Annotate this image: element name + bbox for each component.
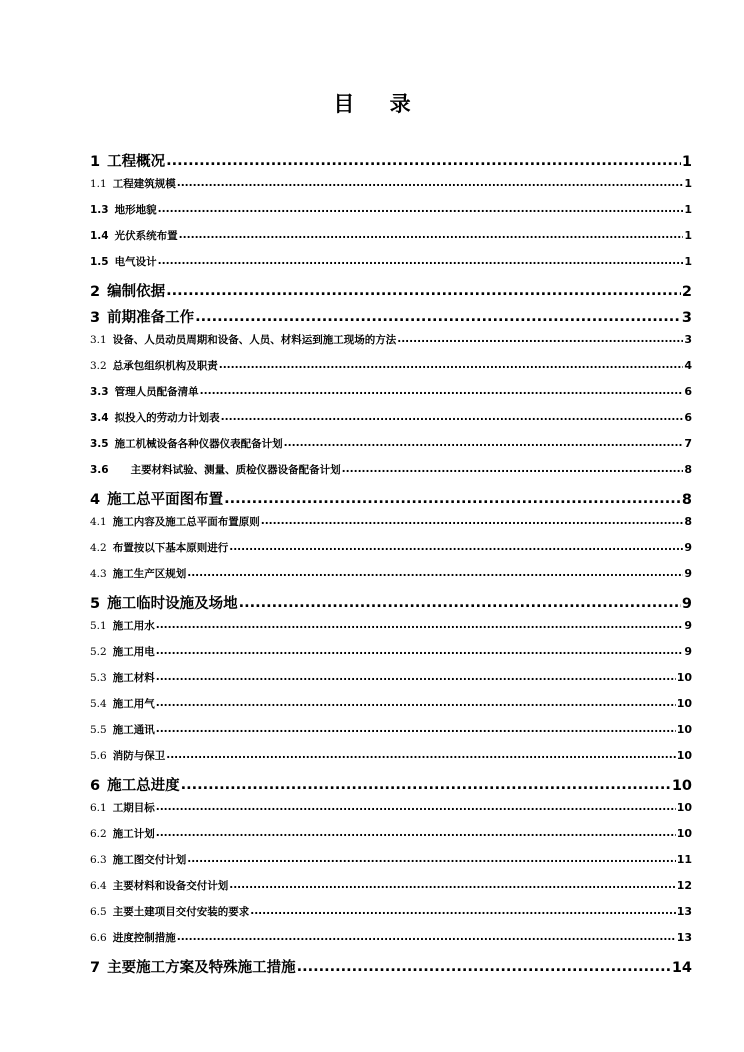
toc-dot-leader [179,229,684,241]
toc-entry-title: 主要施工方案及特殊施工措施 [107,960,296,976]
toc-entry-number: 5 [90,596,101,612]
toc-dot-leader [229,879,675,891]
toc-entry-title: 主要土建项目交付安装的要求 [112,906,250,918]
toc-entry-title: 施工计划 [112,828,155,840]
toc-page-number: 8 [684,515,692,528]
toc-page-number: 1 [681,154,692,170]
toc-page-number: 10 [676,827,692,840]
toc-entry-number: 2 [90,284,101,300]
toc-dot-leader [297,959,671,975]
toc-dot-leader [166,283,681,299]
toc-dot-leader [156,697,676,709]
toc-section-entry[interactable] [90,904,692,930]
toc-entry-title: 前期准备工作 [107,310,195,326]
toc-entry-title: 施工生产区规划 [112,568,187,580]
toc-page-number: 9 [684,567,692,580]
toc-dot-leader [177,177,684,189]
toc-section-entry[interactable] [90,358,692,384]
toc-chapter-entry[interactable] [90,488,692,514]
toc-section-entry[interactable] [90,254,692,280]
toc-page-number: 3 [681,310,692,326]
toc-page-number: 12 [676,879,692,892]
toc-entry-number: 1.4 [90,230,109,242]
toc-entry-number: 3.1 [90,334,107,346]
toc-section-entry[interactable] [90,748,692,774]
toc-dot-leader [156,619,684,631]
toc-entry-title: 工期目标 [112,802,155,814]
toc-page-number: 3 [684,333,692,346]
toc-section-entry[interactable] [90,930,692,956]
toc-entry-number: 1.1 [90,178,107,190]
toc-dot-leader [166,749,675,761]
toc-entry-number: 6.1 [90,802,107,814]
toc-chapter-entry[interactable] [90,774,692,800]
toc-dot-leader [156,671,676,683]
toc-dot-leader [397,333,683,345]
toc-entry-title: 施工临时设施及场地 [107,596,238,612]
toc-entry-number: 5.3 [90,672,107,684]
toc-chapter-entry[interactable] [90,280,692,306]
toc-section-entry[interactable] [90,514,692,540]
toc-entry-number: 6.6 [90,932,107,944]
toc-page-number: 4 [684,359,692,372]
toc-section-entry[interactable] [90,462,692,488]
toc-dot-leader [219,359,684,371]
toc-dot-leader [224,491,681,507]
toc-chapter-entry[interactable] [90,150,692,176]
toc-page-number: 10 [671,778,692,794]
toc-entry-number: 4.2 [90,542,107,554]
toc-entry-number: 5.4 [90,698,107,710]
toc-section-entry[interactable] [90,670,692,696]
toc-dot-leader [284,437,684,449]
toc-entry-number: 5.2 [90,646,107,658]
toc-page-number: 10 [676,723,692,736]
toc-page-number: 1 [684,177,692,190]
toc-entry-title: 工程建筑规模 [112,178,176,190]
toc-entry-title: 工程概况 [107,154,166,170]
toc-entry-number: 5.6 [90,750,107,762]
toc-chapter-entry[interactable] [90,306,692,332]
toc-section-entry[interactable] [90,228,692,254]
toc-dot-leader [181,777,671,793]
toc-page-number: 9 [684,619,692,632]
toc-dot-leader [156,827,676,839]
toc-page-number: 14 [671,960,692,976]
toc-section-entry[interactable] [90,410,692,436]
toc-entry-number: 6 [90,778,101,794]
toc-chapter-entry[interactable] [90,956,692,982]
toc-entry-number: 6.3 [90,854,107,866]
toc-page-number: 10 [676,749,692,762]
toc-section-entry[interactable] [90,436,692,462]
toc-page-number: 9 [684,645,692,658]
toc-page-number: 1 [684,255,692,268]
toc-entry-number: 7 [90,960,101,976]
toc-dot-leader [221,411,684,423]
toc-page-number: 10 [676,671,692,684]
toc-page-number: 6 [684,385,692,398]
toc-entry-title: 施工内容及施工总平面布置原则 [112,516,260,528]
toc-entry-number: 4.3 [90,568,107,580]
toc-dot-leader [156,723,676,735]
toc-section-entry[interactable] [90,696,692,722]
toc-section-entry[interactable] [90,176,692,202]
toc-dot-leader [250,905,675,917]
toc-entry-number: 3.3 [90,386,109,398]
toc-section-entry[interactable] [90,540,692,566]
toc-dot-leader [229,541,683,553]
toc-section-entry[interactable] [90,618,692,644]
toc-entry-number: 1 [90,154,101,170]
toc-entry-title: 布置按以下基本原则进行 [112,542,229,554]
toc-entry-title: 施工用气 [112,698,155,710]
toc-dot-leader [342,463,684,475]
toc-dot-leader [177,931,676,943]
toc-page-number: 8 [684,463,692,476]
toc-dot-leader [156,801,676,813]
toc-section-entry[interactable] [90,384,692,410]
toc-entry-title: 施工图交付计划 [112,854,187,866]
toc-section-entry[interactable] [90,878,692,904]
toc-entry-title: 拟投入的劳动力计划表 [114,412,220,424]
toc-entry-title: 总承包组织机构及职责 [112,360,218,372]
toc-entry-number: 3.2 [90,360,107,372]
toc-entry-number: 6.2 [90,828,107,840]
toc-chapter-entry[interactable] [90,592,692,618]
toc-entry-number: 3.6 [90,464,109,476]
toc-page-number: 9 [684,541,692,554]
toc-entry-number: 5.5 [90,724,107,736]
toc-dot-leader [200,385,684,397]
toc-page-number: 9 [681,596,692,612]
toc-entry-title: 设备、人员动员周期和设备、人员、材料运到施工现场的方法 [112,334,397,346]
toc-page-number: 11 [676,853,692,866]
toc-section-entry[interactable] [90,800,692,826]
toc-dot-leader [261,515,684,527]
toc-dot-leader [158,203,684,215]
toc-dot-leader [156,645,684,657]
toc-section-entry[interactable] [90,852,692,878]
toc-entry-title: 消防与保卫 [112,750,166,762]
toc-entry-number: 3.4 [90,412,109,424]
toc-section-entry[interactable] [90,826,692,852]
table-of-contents [90,150,692,982]
toc-entry-number: 1.3 [90,204,109,216]
toc-section-entry[interactable] [90,332,692,358]
toc-entry-title: 主要材料和设备交付计划 [112,880,229,892]
toc-entry-number: 3.5 [90,438,109,450]
toc-entry-number: 1.5 [90,256,109,268]
toc-entry-title: 光伏系统布置 [114,230,178,242]
toc-page-number: 1 [684,229,692,242]
toc-page-number: 10 [676,697,692,710]
toc-section-entry[interactable] [90,202,692,228]
toc-entry-title: 主要材料试验、测量、质检仪器设备配备计划 [130,464,341,476]
toc-entry-number: 6.5 [90,906,107,918]
toc-entry-number: 5.1 [90,620,107,632]
toc-entry-title: 电气设计 [114,256,157,268]
toc-entry-number: 4.1 [90,516,107,528]
toc-page-number: 6 [684,411,692,424]
toc-entry-title: 地形地貌 [114,204,157,216]
toc-section-entry[interactable] [90,566,692,592]
toc-dot-leader [158,255,684,267]
toc-section-entry[interactable] [90,644,692,670]
toc-entry-title: 施工用水 [112,620,155,632]
toc-entry-title: 施工材料 [112,672,155,684]
toc-entry-number: 6.4 [90,880,107,892]
toc-entry-number: 3 [90,310,101,326]
toc-entry-title: 施工总平面图布置 [107,492,224,508]
toc-page-number: 2 [681,284,692,300]
toc-page-number: 1 [684,203,692,216]
toc-dot-leader [166,153,681,169]
toc-entry-number: 4 [90,492,101,508]
toc-dot-leader [239,595,681,611]
toc-page-number: 10 [676,801,692,814]
toc-entry-title: 施工机械设备各种仪器仪表配备计划 [114,438,283,450]
toc-entry-title: 施工通讯 [112,724,155,736]
toc-page-number: 13 [676,905,692,918]
toc-page-number: 8 [681,492,692,508]
toc-entry-title: 施工总进度 [107,778,180,794]
toc-entry-title: 进度控制措施 [112,932,176,944]
toc-title: 目 录 [333,92,425,116]
toc-section-entry[interactable] [90,722,692,748]
toc-dot-leader [187,853,675,865]
toc-dot-leader [195,309,681,325]
toc-dot-leader [187,567,683,579]
toc-page-number: 7 [684,437,692,450]
toc-entry-title: 编制依据 [107,284,166,300]
toc-page-number: 13 [676,931,692,944]
toc-entry-title: 施工用电 [112,646,155,658]
toc-entry-title: 管理人员配备清单 [114,386,199,398]
